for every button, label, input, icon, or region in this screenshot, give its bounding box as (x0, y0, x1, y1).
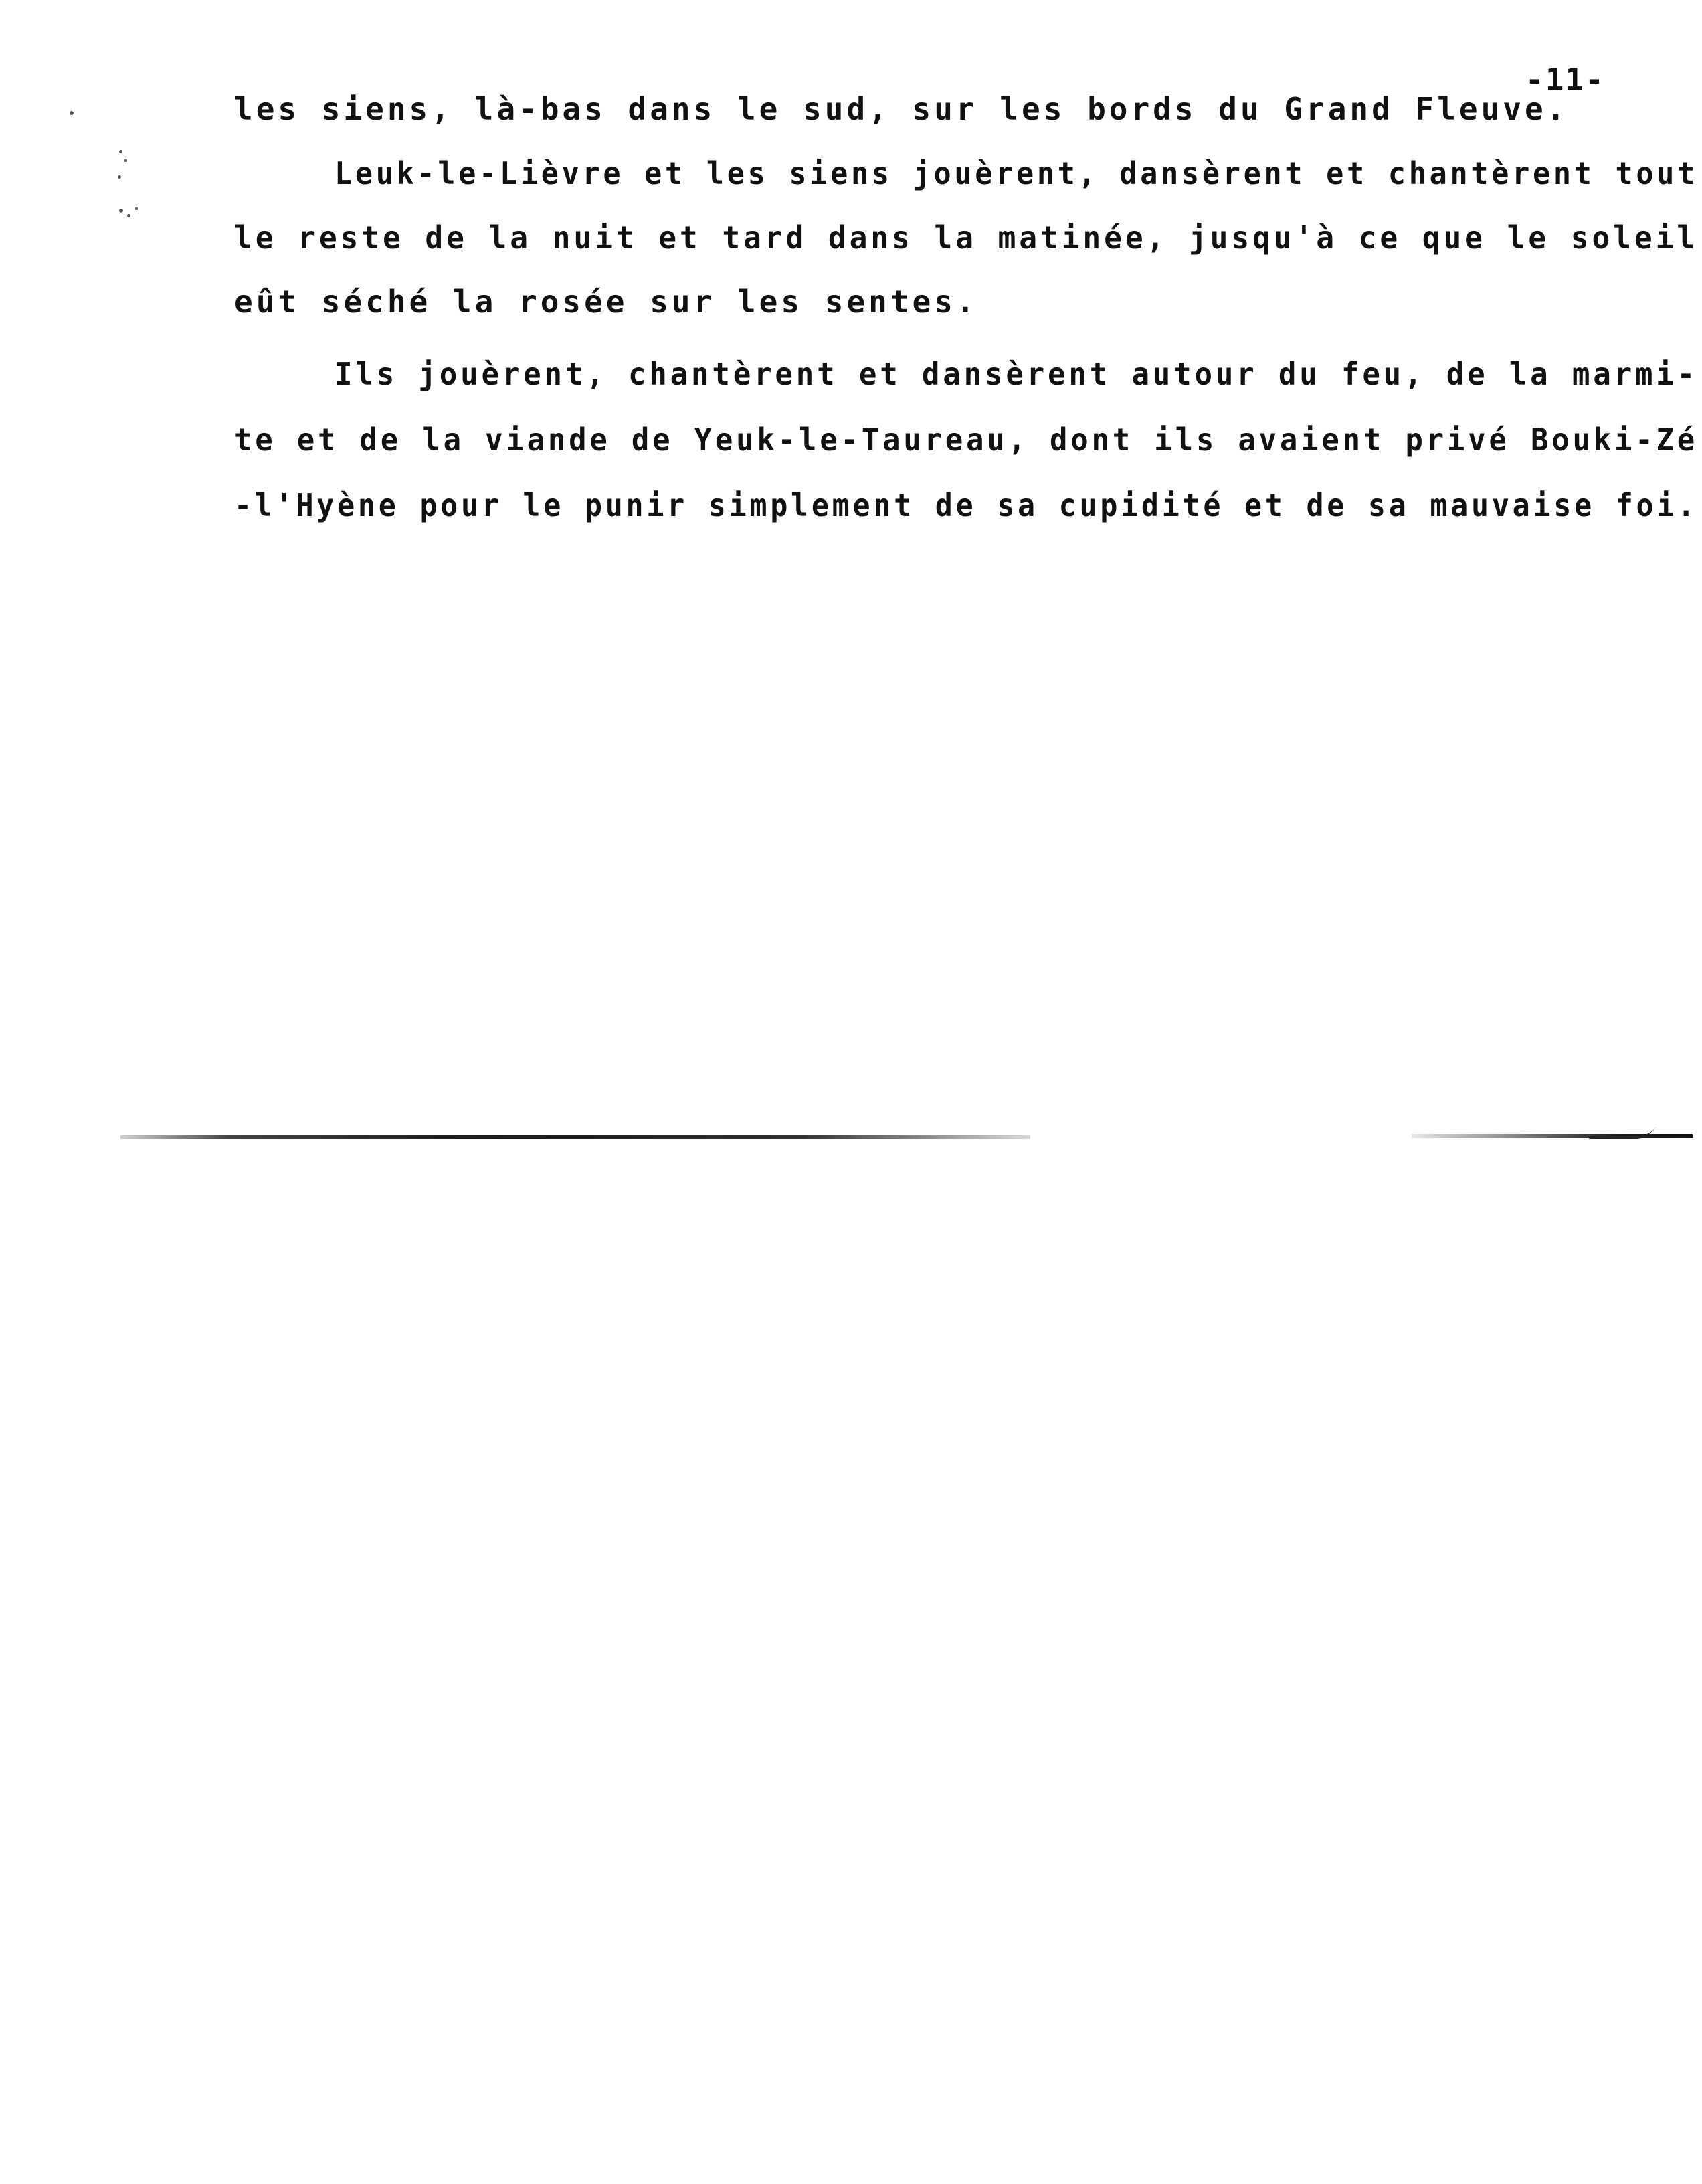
page-number: -11- (1525, 62, 1605, 98)
text-line: Ils jouèrent, chantèrent et dansèrent autour du feu, de la marmi- (335, 356, 1698, 392)
text-line: -l'Hyène pour le punir simplement de sa cupidité et de sa mauvaise foi. (234, 487, 1698, 523)
margin-speck (124, 159, 127, 162)
margin-speck (119, 209, 123, 213)
margin-speck (119, 150, 122, 153)
text-line: Leuk-le-Lièvre et les siens jouèrent, dansèrent et chantèrent tout (335, 155, 1698, 191)
text-line: le reste de la nuit et tard dans la matinée, jusqu'à ce que le soleil (234, 219, 1698, 256)
margin-speck (118, 175, 121, 179)
horizontal-rule-left (120, 1135, 1030, 1139)
text-line: eût séché la rosée sur les sentes. (234, 284, 978, 320)
margin-speck (70, 111, 74, 115)
horizontal-rule-right (1412, 1134, 1693, 1138)
margin-speck (135, 207, 138, 210)
margin-speck (127, 214, 130, 217)
text-line: les siens, là-bas dans le sud, sur les bords du Grand Fleuve. (234, 91, 1569, 127)
text-line: te et de la viande de Yeuk-le-Taureau, dont ils avaient privé Bouki-Zé (234, 422, 1698, 458)
